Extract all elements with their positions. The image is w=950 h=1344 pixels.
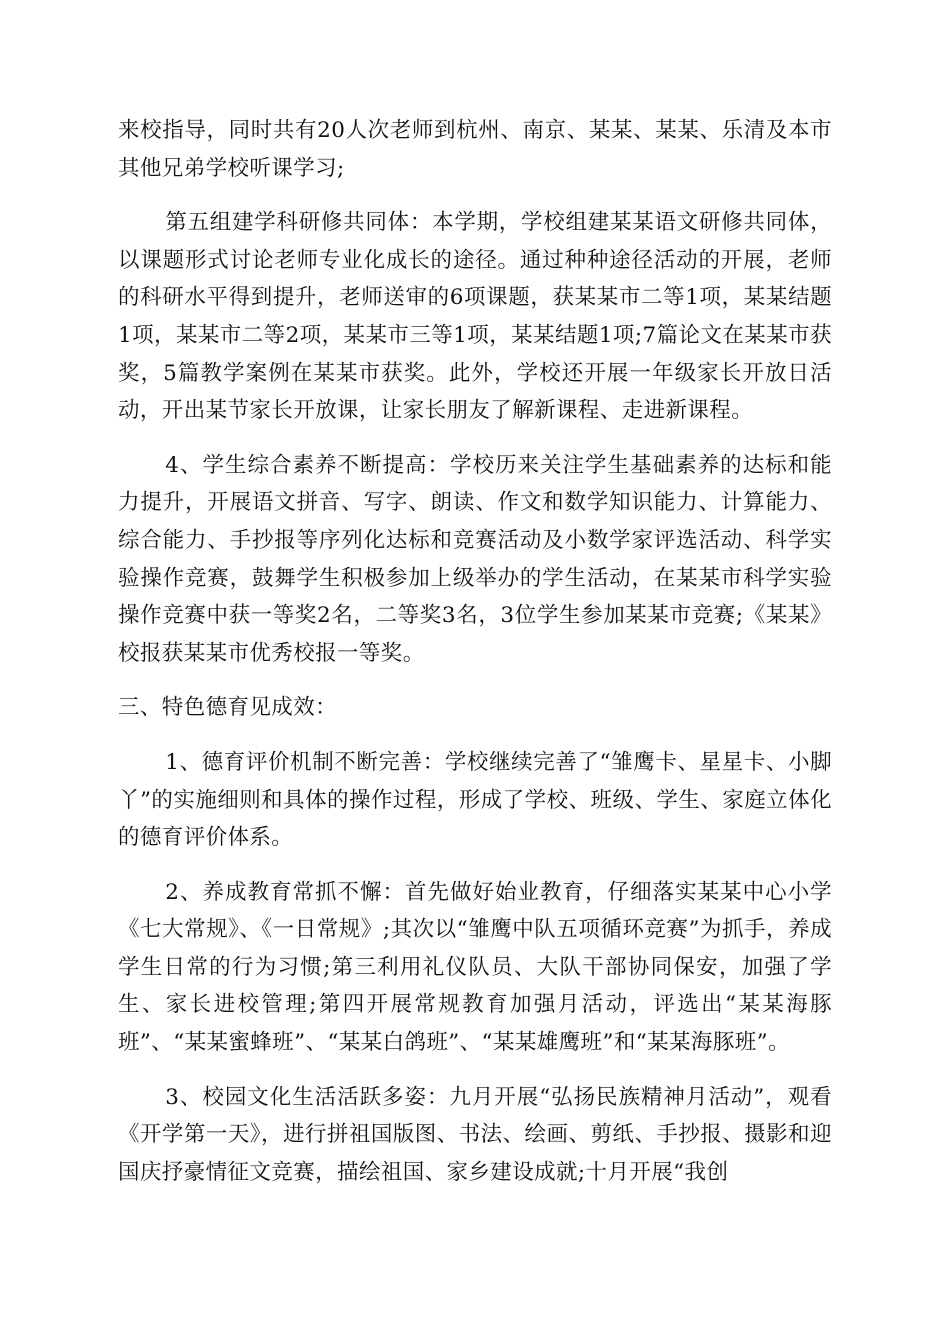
paragraph-p2: 第五组建学科研修共同体：本学期，学校组建某某语文研修共同体，以课题形式讨论老师专业化成长的途径。通过种种途径活动的开展，老师的科研水平得到提升，老师送审的6项课题，获某某市二等1项，某某结题1项，某某市二等2项，某某市三等1项，某某结题1项;7篇论文在某某市获奖，5篇教学案例在某某市获奖。此外，学校还开展一年级家长开放日活动，开出某节家长开放课，让家长朋友了解新课程、走进新课程。: [118, 210, 832, 424]
paragraph-p1: 来校指导，同时共有20人次老师到杭州、南京、某某、某某、乐清及本市其他兄弟学校听课学习;: [118, 118, 832, 181]
paragraph-p6: 2、养成教育常抓不懈：首先做好始业教育，仔细落实某某中心小学《七大常规》、《一日常规》;其次以“雏鹰中队五项循环竞赛”为抓手，养成学生日常的行为习惯;第三利用礼仪队员、大队干部协同保安，加强了学生、家长进校管理;第四开展常规教育加强月活动，评选出“某某海豚班”、“某某蜜蜂班”、“某某白鸽班”、“某某雄鹰班”和“某某海豚班”。: [118, 879, 832, 1056]
document-page: [118, 112, 832, 1208]
paragraph-p3: 4、学生综合素养不断提高：学校历来关注学生基础素养的达标和能力提升，开展语文拼音、写字、朗读、作文和数学知识能力、计算能力、综合能力、手抄报等序列化达标和竞赛活动及小数学家评选活动、科学实验操作竞赛，鼓舞学生积极参加上级举办的学生活动，在某某市科学实验操作竞赛中获一等奖2名，二等奖3名，3位学生参加某某市竞赛;《某某》校报获某某市优秀校报一等奖。: [118, 452, 832, 666]
paragraph-p5: 1、德育评价机制不断完善：学校继续完善了“雏鹰卡、星星卡、小脚丫”的实施细则和具体的操作过程，形成了学校、班级、学生、家庭立体化的德育评价体系。: [118, 749, 832, 851]
section-heading-3: 三、特色德育见成效：: [118, 695, 338, 721]
paragraph-p7: 3、校园文化生活活跃多姿：九月开展“弘扬民族精神月活动”，观看《开学第一天》，进行拼祖国版图、书法、绘画、剪纸、手抄报、摄影和迎国庆抒豪情征文竞赛，描绘祖国、家乡建设成就;十月开展“我创: [118, 1084, 832, 1185]
